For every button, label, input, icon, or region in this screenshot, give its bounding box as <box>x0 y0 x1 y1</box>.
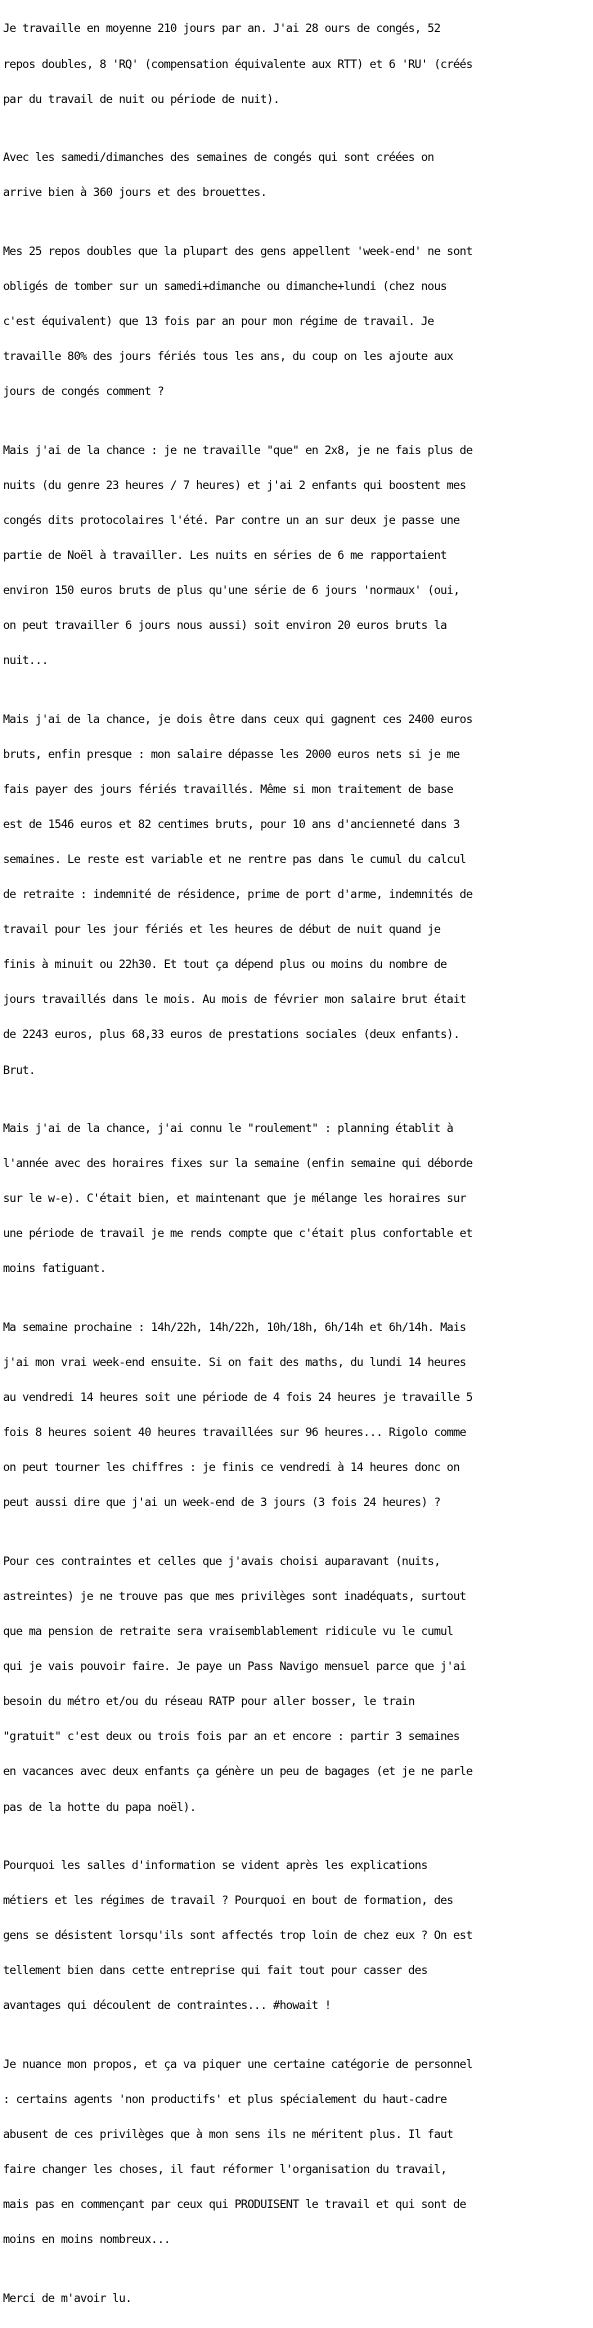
paragraph-2 <box>3 129 593 223</box>
text-line: mais pas en commençant par ceux qui PRODUISENT le travail et qui sont de <box>3 2199 593 2211</box>
text-line: Je nuance mon propos, et ça va piquer une certaine catégorie de personnel <box>3 2059 593 2071</box>
text-line: obligés de tomber sur un samedi+dimanche ou dimanche+lundi (chez nous <box>3 281 593 293</box>
text-line: "gratuit" c'est deux ou trois fois par an et encore : partir 3 semaines <box>3 1731 593 1743</box>
paragraph-8 <box>3 1533 593 1837</box>
text-line: jours travaillés dans le mois. Au mois de février mon salaire brut était <box>3 994 593 1006</box>
paragraph-10 <box>3 2036 593 2270</box>
text-line: avantages qui découlent de contraintes... #howait ! <box>3 2000 593 2012</box>
text-line: qui je vais pouvoir faire. Je paye un Pass Navigo mensuel parce que j'ai <box>3 1661 593 1673</box>
document-body <box>0 0 593 770</box>
text-line: Mais j'ai de la chance, je dois être dans ceux qui gagnent ces 2400 euros <box>3 714 593 726</box>
paragraph-3 <box>3 222 593 421</box>
paragraph-7 <box>3 1299 593 1533</box>
text-line: arrive bien à 360 jours et des brouettes. <box>3 187 593 199</box>
text-line: en vacances avec deux enfants ça génère un peu de bagages (et je ne parle <box>3 1766 593 1778</box>
text-line: congés dits protocolaires l'été. Par contre un an sur deux je passe une <box>3 515 593 527</box>
text-line: Mes 25 repos doubles que la plupart des gens appellent 'week-end' ne sont <box>3 246 593 258</box>
text-line: partie de Noël à travailler. Les nuits en séries de 6 me rapportaient <box>3 550 593 562</box>
text-line: Pourquoi les salles d'information se vident après les explications <box>3 1860 593 1872</box>
text-line: tellement bien dans cette entreprise qui fait tout pour casser des <box>3 1965 593 1977</box>
text-line: Mais j'ai de la chance : je ne travaille "que" en 2x8, je ne fais plus de <box>3 445 593 457</box>
text-line: Ma semaine prochaine : 14h/22h, 14h/22h, 10h/18h, 6h/14h et 6h/14h. Mais <box>3 1322 593 1334</box>
text-line: finis à minuit ou 22h30. Et tout ça dépend plus ou moins du nombre de <box>3 959 593 971</box>
text-line: Mais j'ai de la chance, j'ai connu le "roulement" : planning établit à <box>3 1123 593 1135</box>
text-line: travaille 80% des jours fériés tous les ans, du coup on les ajoute aux <box>3 351 593 363</box>
text-line: Merci de m'avoir lu. <box>3 2293 593 2305</box>
text-line: c'est équivalent) que 13 fois par an pour mon régime de travail. Je <box>3 316 593 328</box>
text-line: Je travaille en moyenne 210 jours par an. J'ai 28 ours de congés, 52 <box>3 23 593 35</box>
paragraph-5 <box>3 690 593 1099</box>
text-line: est de 1546 euros et 82 centimes bruts, pour 10 ans d'ancienneté dans 3 <box>3 819 593 831</box>
text-line: on peut travailler 6 jours nous aussi) soit environ 20 euros bruts la <box>3 620 593 632</box>
text-line: besoin du métro et/ou du réseau RATP pour aller bosser, le train <box>3 1696 593 1708</box>
text-line: gens se désistent lorsqu'ils sont affectés trop loin de chez eux ? On est <box>3 1930 593 1942</box>
text-line: jours de congés comment ? <box>3 386 593 398</box>
text-line: nuit... <box>3 655 593 667</box>
text-line: une période de travail je me rends compte que c'était plus confortable et <box>3 1228 593 1240</box>
text-line: semaines. Le reste est variable et ne rentre pas dans le cumul du calcul <box>3 854 593 866</box>
text-line: fois 8 heures soient 40 heures travaillées sur 96 heures... Rigolo comme <box>3 1427 593 1439</box>
text-line: moins fatiguant. <box>3 1263 593 1275</box>
text-line: bruts, enfin presque : mon salaire dépasse les 2000 euros nets si je me <box>3 749 593 761</box>
text-line: par du travail de nuit ou période de nuit). <box>3 94 593 106</box>
text-line: pas de la hotte du papa noël). <box>3 1802 593 1814</box>
text-line: astreintes) je ne trouve pas que mes privilèges sont inadéquats, surtout <box>3 1591 593 1603</box>
text-line: métiers et les régimes de travail ? Pourquoi en bout de formation, des <box>3 1895 593 1907</box>
text-line: j'ai mon vrai week-end ensuite. Si on fait des maths, du lundi 14 heures <box>3 1357 593 1369</box>
text-line: peut aussi dire que j'ai un week-end de 3 jours (3 fois 24 heures) ? <box>3 1497 593 1509</box>
text-line: travail pour les jour fériés et les heures de début de nuit quand je <box>3 924 593 936</box>
text-line: nuits (du genre 23 heures / 7 heures) et j'ai 2 enfants qui boostent mes <box>3 480 593 492</box>
text-line: repos doubles, 8 'RQ' (compensation équivalente aux RTT) et 6 'RU' (créés <box>3 59 593 71</box>
text-line: sur le w-e). C'était bien, et maintenant que je mélange les horaires sur <box>3 1193 593 1205</box>
text-line: au vendredi 14 heures soit une période de 4 fois 24 heures je travaille 5 <box>3 1392 593 1404</box>
text-line: que ma pension de retraite sera vraisemblablement ridicule vu le cumul <box>3 1626 593 1638</box>
paragraph-1 <box>3 0 593 129</box>
text-line: Avec les samedi/dimanches des semaines de congés qui sont créées on <box>3 152 593 164</box>
text-line: l'année avec des horaires fixes sur la semaine (enfin semaine qui déborde <box>3 1158 593 1170</box>
text-line: de 2243 euros, plus 68,33 euros de prestations sociales (deux enfants). <box>3 1029 593 1041</box>
text-line: abusent de ces privilèges que à mon sens ils ne méritent plus. Il faut <box>3 2129 593 2141</box>
text-line: moins en moins nombreux... <box>3 2234 593 2246</box>
text-line: faire changer les choses, il faut réformer l'organisation du travail, <box>3 2164 593 2176</box>
text-line: fais payer des jours fériés travaillés. Même si mon traitement de base <box>3 784 593 796</box>
paragraph-11 <box>3 2270 593 2328</box>
text-line: Pour ces contraintes et celles que j'avais choisi auparavant (nuits, <box>3 1556 593 1568</box>
paragraph-4 <box>3 421 593 690</box>
text-line: on peut tourner les chiffres : je finis ce vendredi à 14 heures donc on <box>3 1462 593 1474</box>
text-line: de retraite : indemnité de résidence, prime de port d'arme, indemnités de <box>3 889 593 901</box>
text-line: : certains agents 'non productifs' et plus spécialement du haut-cadre <box>3 2094 593 2106</box>
text-line: Brut. <box>3 1065 593 1077</box>
text-line: environ 150 euros bruts de plus qu'une série de 6 jours 'normaux' (oui, <box>3 585 593 597</box>
paragraph-6 <box>3 1100 593 1299</box>
paragraph-9 <box>3 1837 593 2036</box>
